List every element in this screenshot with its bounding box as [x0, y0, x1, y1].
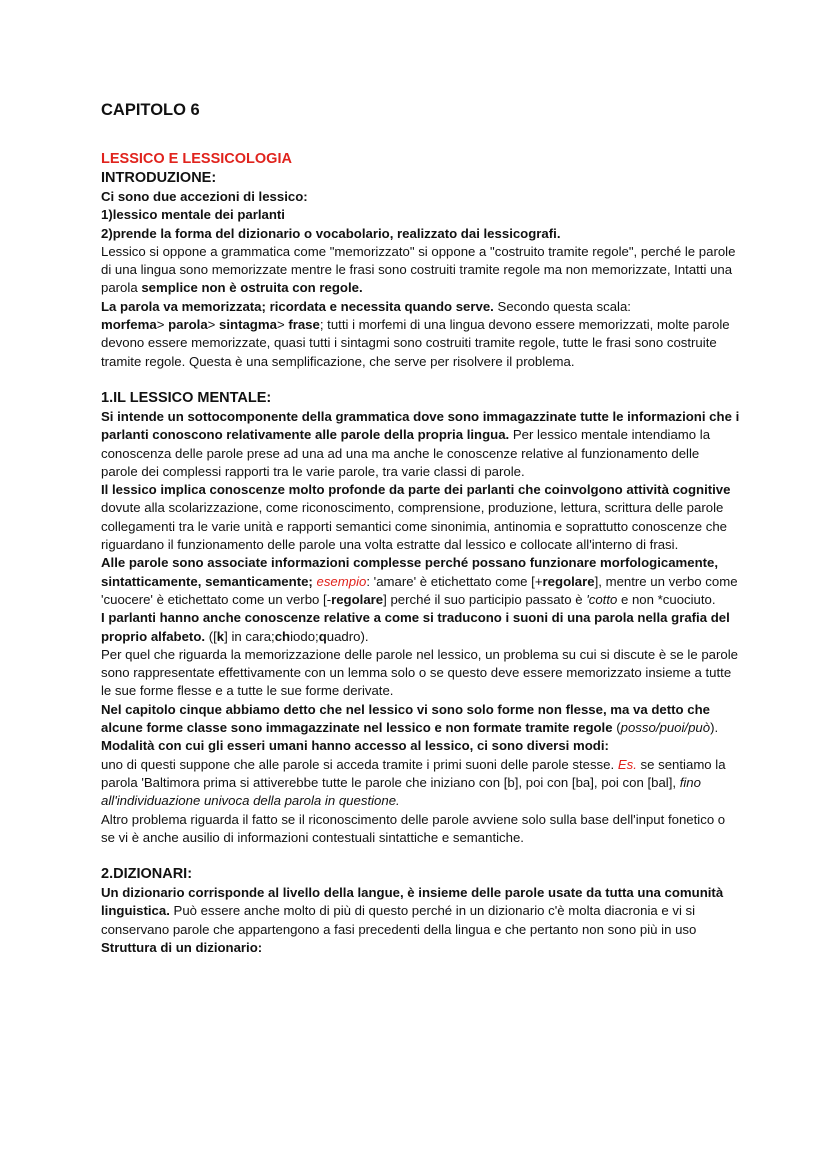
s2-bold: Struttura di un dizionario: [101, 939, 263, 955]
s1-bold: Modalità con cui gli esseri umani hanno accesso al lessico, ci sono diversi modi: [101, 738, 609, 754]
intro-paragraph-1 [101, 188, 741, 243]
scale-frase: frase [288, 317, 320, 333]
s2-paragraph-b [101, 939, 741, 957]
s1-text: uno di questi suppone che alle parole si acceda tramite i primi suoni delle parole stesse. [101, 756, 618, 772]
s1-bold: regolare [331, 591, 384, 607]
s1-paragraph-c [101, 554, 741, 609]
s1-text: uadro). [326, 628, 369, 644]
intro-bold: semplice non è ostruita con regole. [141, 280, 363, 296]
s1-bold: ch [274, 628, 291, 644]
s2-paragraph-a [101, 884, 741, 939]
example-label: Es. [617, 756, 637, 772]
intro-heading: INTRODUZIONE: [101, 170, 217, 186]
s1-paragraph-d [101, 609, 741, 646]
lessico-heading: LESSICO E LESSICOLOGIA [101, 151, 292, 167]
s1-bold: Il lessico implica conoscenze molto profonde da parte dei parlanti che coinvolgono attività cognitive [101, 482, 731, 498]
s1-text: se sentiamo la parola 'Baltimora prima si attiverebbe tutte le parole che iniziano con [b], poi con [ba], poi con [bal], [101, 756, 726, 790]
s1-text: ( [612, 720, 621, 736]
scale-parola: parola [168, 317, 208, 333]
section-2-heading: 2.DIZIONARI: [101, 866, 193, 883]
s1-bold: I parlanti hanno anche conoscenze relative a come si traducono i suoni di una parola nella grafia del proprio alfabeto. [101, 610, 730, 644]
document-page [101, 100, 741, 957]
s1-bold: Alle parole sono associate informazioni complesse perché possano funzionare morfologicamente, sintatticamente, semanticamente; [101, 555, 719, 589]
s1-paragraph-f [101, 701, 741, 738]
intro-line-1: Ci sono due accezioni di lessico: [101, 189, 308, 204]
s1-bold: Nel capitolo cinque abbiamo detto che nel lessico vi sono solo forme non flesse, ma va detto che alcune forme classe sono immagazzinate nel lessico e non formate tramite regole [101, 701, 710, 736]
intro-paragraph-2 [101, 243, 741, 298]
scale-morfema: morfema [101, 317, 157, 333]
scale-sep: > [276, 317, 289, 333]
s1-bold: regolare [542, 573, 595, 589]
intro-text: Lessico si oppone a grammatica come "memorizzato" si oppone a "costruito tramite regole", perché le parole di una lingua sono memorizzate mentre le frasi sono costruiti tramite regole ma non memorizzate, Intatti una parola [101, 243, 736, 296]
scale-sintagma: sintagma [219, 317, 277, 333]
s1-paragraph-a2: parole dei complessi rapporti tra le varie parole, tra varie classi di parole. [101, 463, 525, 479]
intro-paragraph-3 [101, 298, 741, 316]
chapter-title: CAPITOLO 6 [101, 101, 200, 119]
s1-paragraph-b [101, 481, 741, 554]
intro-text: ; tutti i morfemi di una lingua devono essere memorizzati, molte parole devono essere memorizzate, quasi tutti i sintagmi sono costruiti tramite regole, tutte le frasi sono costruite tramite regole. Questa è una semplificazione, che serve per risolvere il problema. [101, 317, 730, 369]
s1-text: e non *cuociuto. [617, 591, 716, 607]
s1-italic: posso/puoi/può [620, 720, 711, 736]
s1-text: : 'amare' è etichettato come [+ [366, 573, 543, 589]
scale-sep: > [207, 317, 220, 333]
s1-bold: k [216, 628, 225, 644]
s1-italic: 'cotto [586, 591, 618, 607]
s2-bold: Un dizionario corrisponde al livello della langue, è insieme delle parole usate da tutta una comunità linguistica. [101, 885, 724, 919]
section-1-heading: 1.IL LESSICO MENTALE: [101, 389, 272, 406]
intro-line-2: 1)lessico mentale dei parlanti [101, 207, 285, 223]
s1-text: ). [710, 720, 719, 736]
s1-paragraph-e: Per quel che riguarda la memorizzazione delle parole nel lessico, un problema su cui si discute è se le parole sono rappresentate effettivamente con un lemma solo o se questo deve essere memorizzato insieme a tutte le sue forme flesse e a tutte le sue forme derivate. [101, 646, 739, 699]
scale-sep: > [156, 317, 169, 333]
s1-paragraph-a [101, 408, 741, 463]
s1-text: iodo; [290, 628, 319, 644]
s1-paragraph-h: Altro problema riguarda il fatto se il riconoscimento delle parole avviene solo sulla base dell'input fonetico o se vi è anche ausilio di informazioni contestuali sintattiche e semantiche. [101, 811, 726, 845]
s1-text: ] in cara; [224, 628, 275, 644]
s1-text: dovute alla scolarizzazione, come riconoscimento, comprensione, produzione, lettura, scrittura delle parole collegamenti tra le varie unità e rapporti semantici come sinonimia, antinomia e soprattutto conoscenze che riguardano il funzionamento delle parole una volta estratte dal lessico e collocate all'interno di frasi. [101, 500, 728, 553]
s1-text: ([ [205, 628, 217, 644]
s2-text: Può essere anche molto di più di questo perché in un dizionario c'è molta diacronia e vi si conservano parole che appartengono a fasi precedenti della lingua e che pertanto non sono più in uso [101, 903, 697, 937]
intro-text: Secondo questa scala: [493, 298, 631, 314]
example-label: esempio [316, 573, 367, 589]
s1-text: ] perché il suo participio passato è [383, 591, 587, 607]
s1-bold: Si intende un sottocomponente della grammatica dove sono immagazzinate tutte le informazioni che i parlanti conoscono relativamente alle parole della propria lingua. [101, 408, 740, 443]
intro-bold: La parola va memorizzata; ricordata e necessita quando serve. [101, 298, 494, 314]
s1-paragraph-g [101, 737, 741, 810]
s1-text: Per lessico mentale intendiamo la conoscenza delle parole prese ad una ad una ma anche le conoscenze relative al funzionamento delle [101, 427, 711, 461]
intro-line-3: 2)prende la forma del dizionario o vocabolario, realizzato dai lessicografi. [101, 225, 561, 241]
s1-bold: q [318, 628, 327, 644]
intro-paragraph-4 [101, 316, 741, 371]
s1-italic: fino all'individuazione univoca della parola in questione. [101, 774, 701, 809]
s1-text: ], mentre un verbo come 'cuocere' è etichettato come un verbo [- [101, 573, 738, 607]
